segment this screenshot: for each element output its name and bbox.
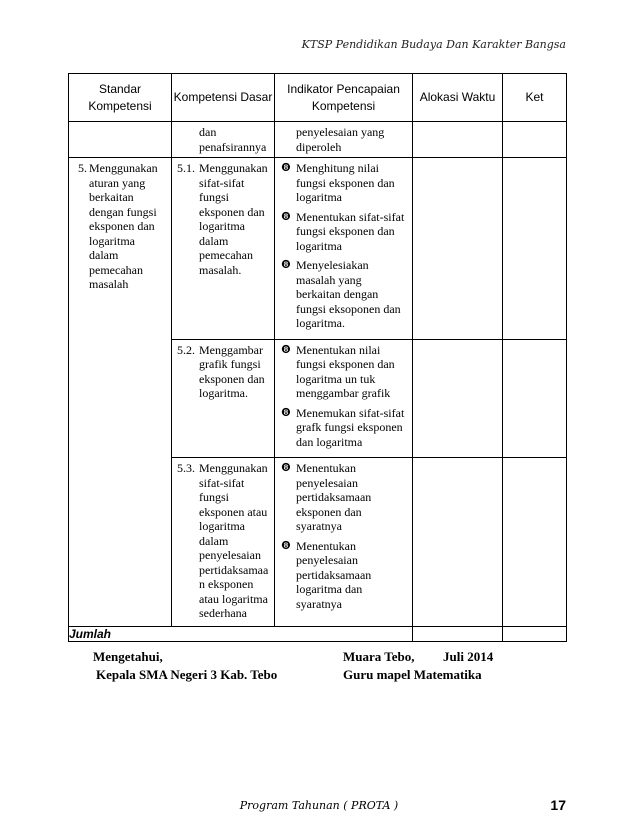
table-row-kd-1	[69, 158, 567, 340]
date-label: Juli 2014	[443, 649, 494, 664]
kd-number: 5.1.	[177, 161, 195, 175]
indicator-list	[275, 340, 412, 458]
indicator-item: ❽ Menentukan nilai fungsi eksponen dan logaritma un tuk menggambar grafik	[281, 342, 395, 400]
kd-text: Menggunakan sifat-sifat fungsi eksponen atau logaritma dalam penyelesaian pertidaksamaa n eksponen atau logaritma sederhana	[199, 461, 269, 620]
kd-text: Menggunakan sifat-sifat fungsi eksponen dan logaritma dalam pemecahan masalah.	[199, 161, 268, 277]
numbered-bullet-icon: ❽	[281, 406, 291, 419]
numbered-bullet-icon: ❽	[281, 162, 291, 174]
page-number: 17	[550, 797, 566, 813]
numbered-bullet-icon: ❽	[281, 259, 291, 271]
numbered-bullet-icon: ❽	[281, 462, 291, 474]
kd-number: 5.3.	[177, 461, 195, 475]
place-label: Muara Tebo,	[343, 649, 415, 664]
continued-kd: dan penafsirannya	[199, 125, 267, 154]
indicator-item: ❽ Menemukan sifat-sifat grafk fungsi eksponen dan logaritma	[281, 405, 405, 449]
kd-text: Menggambar grafik fungsi eksponen dan logaritma.	[199, 342, 265, 400]
table-header-row	[69, 74, 567, 122]
sk-entry	[69, 158, 171, 295]
header-ket: Ket	[503, 74, 567, 122]
header-alokasi-waktu: Alokasi Waktu	[413, 74, 503, 122]
numbered-bullet-icon: ❽	[281, 343, 291, 356]
indicator-list	[275, 458, 412, 619]
jumlah-label: Jumlah	[69, 627, 413, 642]
kd-entry	[172, 458, 274, 624]
mengetahui-label: Mengetahui,	[93, 649, 163, 664]
kd-number: 5.2.	[177, 342, 195, 357]
indicator-item: ❽ Menentukan penyelesaian pertidaksamaan eksponen dan syaratnya	[281, 461, 372, 533]
header-standar-kompetensi: Standar Kompetensi	[69, 74, 172, 122]
indicator-item: ❽ Menentukan sifat-sifat fungsi eksponen dan logaritma	[281, 209, 405, 253]
table-row-jumlah	[69, 627, 567, 642]
header-kompetensi-dasar: Kompetensi Dasar	[172, 74, 275, 122]
guru-mapel-label: Guru mapel Matematika	[343, 667, 482, 682]
document-header: KTSP Pendidikan Budaya Dan Karakter Bangsa	[301, 38, 566, 51]
kepala-sekolah-label: Kepala SMA Negeri 3 Kab. Tebo	[96, 667, 278, 682]
sk-number: 5.	[78, 161, 87, 175]
continued-indicator: penyelesaian yang diperoleh	[296, 125, 385, 154]
kd-entry	[172, 158, 274, 280]
numbered-bullet-icon: ❽	[281, 210, 291, 223]
indicator-list	[275, 158, 412, 339]
indicator-item: ❽ Menentukan penyelesaian pertidaksamaan logaritma dan syaratnya	[281, 538, 372, 611]
table-row-continued	[69, 122, 567, 158]
footer-title: Program Tahunan ( PROTA )	[239, 799, 399, 812]
indicator-item: ❽ Menghitung nilai fungsi eksponen dan logaritma	[281, 161, 395, 204]
header-indikator: Indikator Pencapaian Kompetensi	[275, 74, 413, 122]
sk-text: Menggunakan aturan yang berkaitan dengan fungsi eksponen dan logaritma dalam pemecahan masalah	[89, 161, 158, 291]
kd-entry	[172, 340, 274, 404]
numbered-bullet-icon: ❽	[281, 539, 291, 552]
indicator-item: ❽ Menyelesiakan masalah yang berkaitan dengan fungsi eksoponen dan logaritma.	[281, 258, 401, 330]
prota-table	[68, 73, 567, 642]
